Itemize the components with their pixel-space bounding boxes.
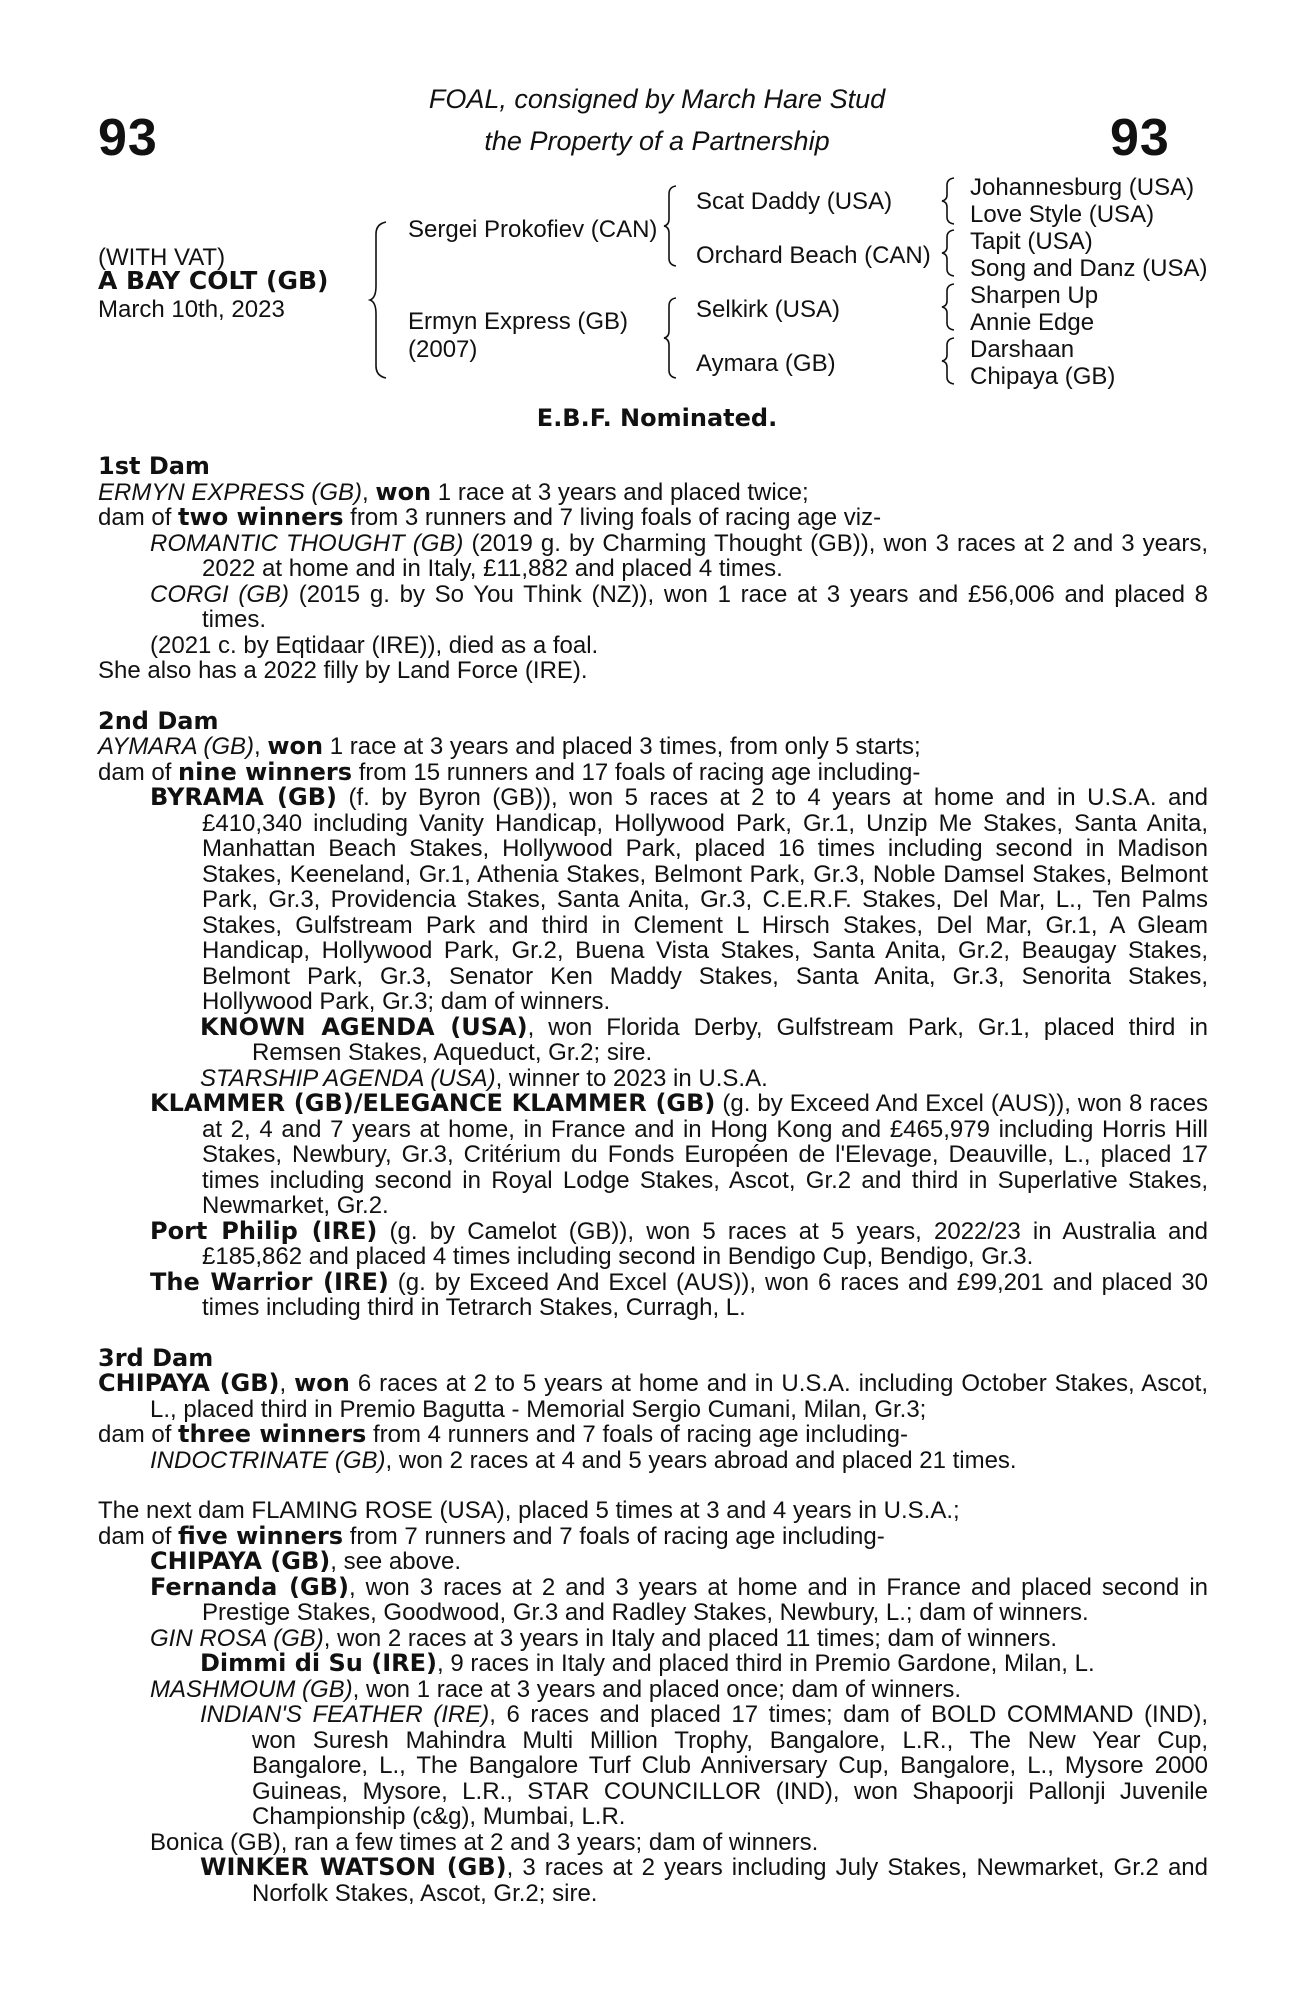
third-damof-post: from 4 runners and 7 foals of racing age including- (366, 1421, 908, 1448)
mashmoum-name: MASHMOUM (GB) (150, 1675, 353, 1703)
catalogue-body (98, 454, 1208, 1906)
pedigree-brace-dam (662, 296, 682, 380)
pedigree-g8: Chipaya (GB) (970, 363, 1116, 390)
second-dam-line: AYMARA (GB), won 1 race at 3 years and placed 3 times, from only 5 starts; (98, 732, 921, 760)
klammer-entry (98, 1091, 1208, 1219)
pedigree-brace-g78 (940, 336, 960, 386)
next-damof-bold: five winners (178, 1521, 344, 1550)
port-philip-text: (g. by Camelot (GB)), won 5 races at 5 years, 2022/23 in Australia and £185,862 and placed 4 times including second in Bendigo Cup, Bendigo, Gr.3. (202, 1217, 1209, 1270)
chipaya-text: , see above. (330, 1548, 461, 1575)
port-philip-name: Port Philip (IRE) (150, 1216, 378, 1245)
third-damof-pre: dam of (98, 1421, 179, 1448)
second-damof-pre: dam of (98, 758, 179, 786)
pedigree-sire-sire: Scat Daddy (USA) (696, 188, 893, 215)
third-dam-name: CHIPAYA (GB) (98, 1369, 280, 1397)
pedigree-brace-g12 (940, 176, 960, 226)
known-agenda-text: , won Florida Derby, Gulfstream Park, Gr.1, placed third in Remsen Stakes, Aqueduct, Gr.2; sire. (252, 1013, 1209, 1066)
bonica-text: Bonica (GB), ran a few times at 2 and 3 years; dam of winners. (150, 1828, 819, 1856)
known-agenda-name: KNOWN AGENDA (USA) (200, 1012, 528, 1041)
third-dam-produce-line (98, 1422, 1208, 1448)
dimmi-name: Dimmi di Su (IRE) (200, 1649, 437, 1677)
port-philip-entry (98, 1216, 1209, 1270)
pedigree-brace-main (368, 220, 392, 380)
first-dam-heading: 1st Dam (98, 452, 210, 480)
pedigree-g2: Love Style (USA) (970, 201, 1155, 228)
second-dam-text: 1 race at 3 years and placed 3 times, from only 5 starts; (323, 733, 921, 760)
second-dam-won: won (267, 732, 324, 760)
fernanda-entry (98, 1572, 1208, 1626)
dimmi-text: , 9 races in Italy and placed third in Premio Gardone, Milan, L. (436, 1650, 1095, 1677)
indians-feather-name: INDIAN'S FEATHER (IRE) (200, 1701, 490, 1728)
first-damof-bold: two winners (178, 503, 344, 531)
pedigree-g4: Song and Danz (USA) (970, 255, 1208, 282)
first-dam-name: ERMYN EXPRESS (GB) (98, 478, 363, 506)
pedigree-g6: Annie Edge (970, 309, 1095, 336)
starship-agenda-entry (98, 1066, 1208, 1092)
horse-name: A BAY COLT (GB) (98, 266, 329, 295)
first-damof-pre: dam of (98, 504, 179, 531)
pedigree-g7: Darshaan (970, 336, 1075, 363)
byrama-entry (98, 785, 1208, 1015)
chipaya-entry (98, 1549, 1208, 1575)
first-produce-3 (98, 633, 1208, 659)
bonica-entry (98, 1830, 1208, 1856)
first-damof-post: from 3 runners and 7 living foals of racing age viz- (343, 504, 882, 531)
indoctrinate-text: , won 2 races at 4 and 5 years abroad and placed 21 times. (385, 1446, 1017, 1474)
pedigree-sire-dam: Orchard Beach (CAN) (696, 242, 931, 269)
first-p1-text: (2019 g. by Charming Thought (GB)), won 3 races at 2 and 3 years, 2022 at home and in Italy, £11,882 and placed 4 times. (202, 529, 1208, 582)
warrior-name: The Warrior (IRE) (150, 1267, 389, 1296)
gin-rosa-name: GIN ROSA (GB) (150, 1624, 324, 1652)
third-dam-text: 6 races at 2 to 5 years at home and in U.S.A. including October Stakes, Ascot, L., placed third in Premio Bagutta - Memorial Sergio Cumani, Milan, Gr.3; (150, 1370, 1208, 1423)
gin-rosa-entry (98, 1626, 1208, 1652)
winker-watson-text: , 3 races at 2 years including July Stakes, Newmarket, Gr.2 and Norfolk Stakes, Ascot, Gr.2; sire. (252, 1854, 1208, 1907)
mashmoum-text: , won 1 race at 3 years and placed once; dam of winners. (352, 1675, 961, 1703)
mashmoum-entry (98, 1677, 1208, 1703)
first-dam-produce-line (98, 505, 1208, 531)
indoctrinate-name: INDOCTRINATE (GB) (150, 1446, 386, 1474)
byrama-name: BYRAMA (GB) (150, 783, 337, 811)
next-dam-produce-line (98, 1521, 1208, 1550)
pedigree-dam-sire: Selkirk (USA) (696, 296, 841, 323)
klammer-name: KLAMMER (GB)/ELEGANCE KLAMMER (GB) (150, 1089, 716, 1117)
pedigree-g3: Tapit (USA) (970, 228, 1093, 255)
warrior-entry (98, 1267, 1208, 1321)
second-dam-name: AYMARA (GB) (98, 733, 255, 760)
first-dam-won: won (375, 477, 432, 506)
next-dam-intro: The next dam FLAMING ROSE (USA), placed 5 times at 3 and 4 years in U.S.A.; (98, 1497, 960, 1524)
second-damof-bold: nine winners (178, 757, 353, 786)
first-dam-text: 1 race at 3 years and placed twice; (431, 478, 809, 506)
pedigree-sire: Sergei Prokofiev (CAN) (408, 216, 658, 243)
pedigree-g5: Sharpen Up (970, 282, 1099, 309)
pedigree-g1: Johannesburg (USA) (970, 174, 1195, 201)
first-dam-line: ERMYN EXPRESS (GB), won 1 race at 3 years and placed twice; (98, 477, 809, 506)
fernanda-text: , won 3 races at 2 and 3 years at home and in France and placed second in Prestige Stakes, Goodwood, Gr.3 and Radley Stakes, Newbury, L.; dam of winners. (202, 1573, 1208, 1626)
known-agenda-entry (98, 1012, 1209, 1066)
lot-number-right: 93 (1110, 109, 1170, 167)
second-dam-produce-line (98, 757, 1208, 786)
first-produce-2 (98, 582, 1208, 633)
next-damof-pre: dam of (98, 1522, 179, 1550)
byrama-text: (f. by Byron (GB)), won 5 races at 2 to 4 years at home and in U.S.A. and £410,340 including Vanity Handicap, Hollywood Park, Gr.1, Unzip Me Stakes, Santa Anita, Manhattan Beach Stakes, Hollywood Park, placed 16 times including second in Madison Stakes, Keeneland, Gr.1, Athenia Stakes, Belmont Park, Gr.3, Noble Damsel Stakes, Belmont Park, Gr.3, Providencia Stakes, Santa Anita, Gr.3, C.E.R.F. Stakes, Del Mar, L., Ten Palms Stakes, Gulfstream Park and third in Clement L Hirsch Stakes, Del Mar, Gr.1, A Gleam Handicap, Hollywood Park, Gr.2, Buena Vista Stakes, Santa Anita, Gr.2, Beaugay Stakes, Belmont Park, Gr.3, Senator Ken Maddy Stakes, Santa Anita, Gr.3, Senorita Stakes, Hollywood Park, Gr.3; dam of winners. (202, 784, 1209, 1015)
pedigree-dam-dam: Aymara (GB) (696, 350, 836, 377)
first-p3-text: (2021 c. by Eqtidaar (IRE)), died as a foal. (150, 631, 599, 659)
pedigree-dam: Ermyn Express (GB) (408, 308, 629, 335)
third-dam-line: CHIPAYA (GB), won 6 races at 2 to 5 years at home and in U.S.A. including October Stakes, Ascot, L., placed third in Premio Bagutta - Memorial Sergio Cumani, Milan, Gr.3; (98, 1369, 1208, 1423)
starship-agenda-text: , winner to 2023 in U.S.A. (495, 1064, 768, 1092)
first-produce-4 (98, 658, 1208, 684)
first-p2-text: (2015 g. by So You Think (NZ)), won 1 race at 3 years and £56,006 and placed 8 times. (202, 580, 1208, 633)
pedigree-brace-sire (662, 184, 682, 268)
pedigree-brace-g34 (940, 228, 960, 278)
pedigree-dam-year: (2007) (408, 336, 478, 363)
indians-feather-text: , 6 races and placed 17 times; dam of BOLD COMMAND (IND), won Suresh Mahindra Multi Million Trophy, Bangalore, L.R., The New Year Cup, Bangalore, L., The Bangalore Turf Club Anniversary Cup, Bangalore, L., Mysore 2000 Guineas, Mysore, L.R., STAR COUNCILLOR (IND), won Shapoorji Pallonji Juvenile Championship (c&g), Mumbai, L.R. (252, 1701, 1209, 1830)
winker-watson-name: WINKER WATSON (GB) (200, 1853, 507, 1881)
indoctrinate-entry (98, 1448, 1208, 1474)
consignor-line: FOAL, consigned by March Hare Stud (428, 84, 886, 114)
first-produce-1 (98, 531, 1208, 582)
foaling-date: March 10th, 2023 (98, 296, 285, 323)
klammer-text: (g. by Exceed And Excel (AUS)), won 8 races at 2, 4 and 7 years at home, in France and in Hong Kong and £465,979 including Horris Hill Stakes, Newbury, Gr.3, Critérium du Fonds Européen de l'Elevage, Deauville, L., placed 17 times including second in Royal Lodge Stakes, Ascot, Gr.2 and third in Superlative Stakes, Newmarket, Gr.2. (202, 1090, 1208, 1219)
chipaya-name: CHIPAYA (GB) (150, 1547, 331, 1575)
winker-watson-entry (98, 1855, 1208, 1906)
next-damof-post: from 7 runners and 7 foals of racing age including- (343, 1522, 885, 1550)
warrior-text: (g. by Exceed And Excel (AUS)), won 6 races and £99,201 and placed 30 times including third in Tetrarch Stakes, Curragh, L. (202, 1268, 1208, 1321)
vat-label: (WITH VAT) (98, 244, 226, 271)
third-damof-bold: three winners (178, 1420, 367, 1448)
fernanda-name: Fernanda (GB) (150, 1572, 349, 1601)
first-p4-text: She also has a 2022 filly by Land Force (IRE). (98, 657, 588, 684)
third-dam-heading: 3rd Dam (98, 1343, 214, 1372)
first-p1-name: ROMANTIC THOUGHT (GB) (150, 529, 464, 557)
second-dam-heading: 2nd Dam (98, 706, 219, 735)
third-dam-won: won (294, 1369, 350, 1397)
indians-feather-entry (98, 1702, 1208, 1830)
property-line: the Property of a Partnership (484, 126, 830, 156)
pedigree-brace-g56 (940, 282, 960, 332)
dimmi-entry (98, 1651, 1208, 1677)
starship-agenda-name: STARSHIP AGENDA (USA) (200, 1064, 496, 1092)
ebf-nomination: E.B.F. Nominated. (536, 404, 778, 432)
gin-rosa-text: , won 2 races at 3 years in Italy and placed 11 times; dam of winners. (323, 1624, 1058, 1652)
second-damof-post: from 15 runners and 17 foals of racing age including- (352, 758, 921, 786)
first-p2-name: CORGI (GB) (150, 580, 290, 608)
lot-number-left: 93 (98, 109, 158, 167)
